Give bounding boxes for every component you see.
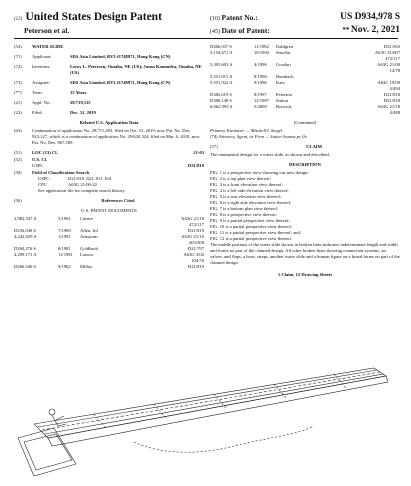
loc-field: (51) LOC (13) Cl. 21-03 bbox=[14, 150, 204, 155]
reference-name: Peterson bbox=[276, 92, 292, 97]
attorney: (74) Attorney, Agent, or Firm — Suiter Swantz pc llo bbox=[210, 134, 307, 139]
water-slide-drawing bbox=[14, 346, 398, 484]
reference-date: 10/1992 bbox=[254, 50, 270, 55]
related-heading: Related U.S. Application Data bbox=[79, 120, 139, 125]
reference-cls: 104/70 bbox=[191, 258, 204, 263]
reference-date: 8/1997 bbox=[254, 92, 267, 97]
reference-date: 5/1961 bbox=[58, 216, 71, 221]
description-item: FIG. 4 is a left side elevation view thereof; bbox=[210, 188, 289, 193]
reference-cls: 403/300 bbox=[188, 240, 204, 245]
reference-cls: 14/78 bbox=[389, 68, 400, 73]
reference-name: Goldbach bbox=[80, 246, 98, 251]
patent-number: US D934,978 S bbox=[340, 12, 400, 22]
reference-cls: A63G 21/00 bbox=[377, 62, 400, 67]
reference-cls: 4/488 bbox=[389, 110, 400, 115]
reference-name: Katz bbox=[276, 80, 285, 85]
reference-name: Carrier bbox=[80, 216, 94, 221]
reference-cls: D21/565 bbox=[383, 44, 400, 49]
refs-heading-row: (56) References Cited bbox=[14, 198, 204, 204]
reference-name: Larson bbox=[80, 252, 93, 257]
code-45: (45) bbox=[210, 29, 220, 35]
slide-body-outline bbox=[34, 368, 386, 438]
description-item: FIG. 6 is a right side elevation view thereof; bbox=[210, 200, 292, 205]
description-item: FIG. 2 is a top plan view thereof; bbox=[210, 176, 271, 181]
reference-cls: A63C 19/00 bbox=[377, 80, 400, 85]
reference-no: D266,937 S bbox=[210, 44, 232, 49]
continuation-field: (63) Continuation of application No. 29/711,493, filed on Oct. 31, 2019, now Pat. No. Des. 923,127, which is a continuation of application No. 29/630,324, filed on Mar. 6, 2018, now Pat. No. Des. 867,509. bbox=[14, 128, 200, 145]
inventors-short: Peterson et al. bbox=[24, 26, 70, 35]
reference-name: Allen, Jnl bbox=[80, 228, 98, 233]
rider-head bbox=[49, 409, 55, 415]
continued-label: (Continued) bbox=[293, 120, 317, 125]
patent-header-left bbox=[14, 12, 162, 38]
description-item: FIG. 12 is a partial perspective view thereof. bbox=[210, 236, 293, 241]
reference-cls: D21/797 bbox=[187, 246, 204, 251]
reference-cls: 472/117 bbox=[385, 56, 400, 61]
reference-no: 5,551,011 A bbox=[210, 74, 233, 79]
description-item: FIG. 11 is a partial perspective view thereof; and, bbox=[210, 230, 301, 235]
right-column bbox=[210, 44, 400, 280]
reference-no: 4,299,171 A bbox=[14, 252, 37, 257]
date-mark: ** bbox=[342, 26, 350, 34]
header-rule bbox=[14, 38, 398, 39]
reference-no bbox=[210, 110, 254, 116]
reference-date: 9/1996 bbox=[254, 80, 267, 85]
reference-no: 5,154,671 A bbox=[210, 50, 233, 55]
description-list bbox=[210, 170, 400, 242]
reference-name: Dahlgren bbox=[276, 44, 294, 49]
search-cpc: CPC A63G 21/00-22 bbox=[38, 182, 97, 187]
search-uspc: USPC D21/818, 822, 811, 814 bbox=[38, 176, 112, 181]
reference-row bbox=[14, 264, 204, 270]
date-label: Date of Patent: bbox=[221, 26, 270, 35]
code-12: (12) bbox=[14, 17, 23, 22]
reference-cls: D21/819 bbox=[187, 228, 204, 233]
claims-drawings: 1 Claim, 12 Drawing Sheets bbox=[277, 272, 333, 277]
document-type: United States Design Patent bbox=[25, 11, 162, 23]
term-field: (**) Term: 15 Years bbox=[14, 90, 87, 95]
reference-no: 2,982,547 A bbox=[14, 216, 37, 221]
patent-no-label: Patent No.: bbox=[221, 13, 258, 22]
slide-seams bbox=[94, 374, 346, 428]
reference-no: D382,619 S bbox=[210, 92, 232, 97]
reference-cls: D21/818 bbox=[383, 92, 400, 97]
reference-name: Smollar bbox=[276, 50, 291, 55]
left-column bbox=[14, 44, 204, 270]
description-item: FIG. 5 is a rear elevation view thereof; bbox=[210, 194, 282, 199]
patent-date: Nov. 2, 2021 bbox=[350, 25, 400, 35]
reference-date bbox=[254, 110, 276, 116]
reference-date: 5/2000 bbox=[254, 104, 267, 109]
reference-name: Sutton bbox=[276, 98, 288, 103]
uscl-field: (52) U.S. Cl. bbox=[14, 157, 48, 162]
reference-cls: A63G 21/18 bbox=[181, 216, 204, 221]
patent-header-right bbox=[210, 12, 400, 38]
claim-text: The ornamental design for a water slide, as shown and described. bbox=[210, 152, 330, 157]
applicant-field: (71) Applicant: SDS Asia Limited, BVI #1748971, Hong Kong (CN) bbox=[14, 54, 171, 59]
refs-subheading: U.S. PATENT DOCUMENTS bbox=[81, 208, 137, 213]
reference-date: 11/1982 bbox=[254, 44, 269, 49]
reference-cls: A63G 31/007 bbox=[374, 50, 400, 55]
reference-name: Goodart bbox=[276, 62, 292, 67]
reference-no: 4,242,829 A bbox=[14, 234, 37, 239]
reference-date: 7/1980 bbox=[58, 228, 71, 233]
reference-name bbox=[276, 110, 320, 116]
slide-lane-line bbox=[38, 370, 377, 427]
uspc-field: USPC D21/819 bbox=[32, 163, 204, 168]
reference-cls: A63G 3/02 bbox=[183, 252, 204, 257]
description-item: FIG. 3 is a front elevation view thereof; bbox=[210, 182, 283, 187]
reference-no: D260,276 S bbox=[14, 246, 36, 251]
assignee-field: (73) Assignee: SDS Asia Limited, BVI #1748971, Hong Kong (CN) bbox=[14, 80, 171, 85]
reference-row bbox=[210, 110, 400, 116]
reference-no: 5,305,603 A bbox=[210, 62, 233, 67]
reference-date: 1/1981 bbox=[58, 234, 71, 239]
code-10: (10) bbox=[210, 16, 220, 22]
primary-examiner: Primary Examiner — Mitchell I. Siegel bbox=[210, 128, 283, 133]
slide-side-face bbox=[48, 376, 388, 446]
filed-field: (22) Filed: Dec. 31, 2019 bbox=[14, 110, 96, 115]
description-item: FIG. 7 is a bottom plan view thereof; bbox=[210, 206, 279, 211]
description-item: FIG. 1 is a perspective view showing our new design; bbox=[210, 170, 309, 175]
left-reference-list bbox=[14, 216, 204, 270]
patent-title: WATER SLIDE bbox=[32, 44, 64, 49]
description-item: FIG. 9 is a partial perspective view thereof; bbox=[210, 218, 290, 223]
appl-no-field: (21) Appl. No.: 29/719,115 bbox=[14, 100, 91, 105]
refs-heading: References Cited bbox=[101, 198, 135, 203]
reference-date: 12/1997 bbox=[254, 98, 270, 103]
reference-name: Rumbach bbox=[276, 74, 294, 79]
hose bbox=[134, 426, 314, 452]
title-field: (54) WATER SLIDE bbox=[14, 44, 204, 50]
search-field: (58) Field of Classification Search bbox=[14, 170, 90, 175]
reference-name: Arnstrom bbox=[80, 234, 98, 239]
reference-date: 8/1996 bbox=[254, 74, 267, 79]
description-item: FIG. 10 is a partial perspective view thereof; bbox=[210, 224, 293, 229]
reference-no: 5,551,922 A bbox=[210, 80, 233, 85]
description-heading: DESCRIPTION bbox=[289, 162, 321, 167]
reference-cls: 4/494 bbox=[389, 86, 400, 91]
reference-date: 8/1981 bbox=[58, 246, 71, 251]
reference-no: D388,148 S bbox=[210, 98, 232, 103]
reference-cls: A63G 21/18 bbox=[377, 104, 400, 109]
reference-date: 11/1981 bbox=[58, 252, 73, 257]
reference-cls: D21/818 bbox=[383, 98, 400, 103]
reference-cls: D21/819 bbox=[187, 264, 204, 269]
inventors-field: (72) Inventors: Leroy L. Peterson, Omaha, NE (US); Jason Kouandra, Omaha, NE (US) bbox=[14, 64, 202, 75]
landing-pad-inner bbox=[24, 434, 72, 470]
slide-center-line bbox=[42, 372, 380, 430]
search-note: See application file for complete search history. bbox=[38, 188, 126, 193]
reference-name: Millay bbox=[80, 264, 93, 269]
reference-no: 6,062,993 A bbox=[210, 104, 233, 109]
reference-no: D256,048 S bbox=[14, 228, 36, 233]
reference-cls: A63G 21/16 bbox=[181, 234, 204, 239]
broken-lines-note: The middle portions of the water slide shown in broken lines indicates indeterminate length and width and forms no part of the claimed design. All other broken lines showing connection systems, air valves, and flaps, a hose, straps, another water slide and a human figure on a board forms no part of the claimed design. bbox=[210, 242, 400, 265]
description-item: FIG. 8 is a perspective view thereof; bbox=[210, 212, 277, 217]
slide-lane-line bbox=[45, 374, 383, 434]
reference-date: 9/1982 bbox=[58, 264, 71, 269]
claim-heading-row: (57) CLAIM bbox=[210, 144, 400, 150]
reference-name: Botwick bbox=[276, 104, 292, 109]
claim-heading: CLAIM bbox=[306, 144, 322, 149]
reference-date: 4/1996 bbox=[254, 62, 267, 67]
reference-cls: 472/117 bbox=[189, 222, 204, 227]
reference-no: D266,346 S bbox=[14, 264, 36, 269]
right-reference-list bbox=[210, 44, 400, 116]
